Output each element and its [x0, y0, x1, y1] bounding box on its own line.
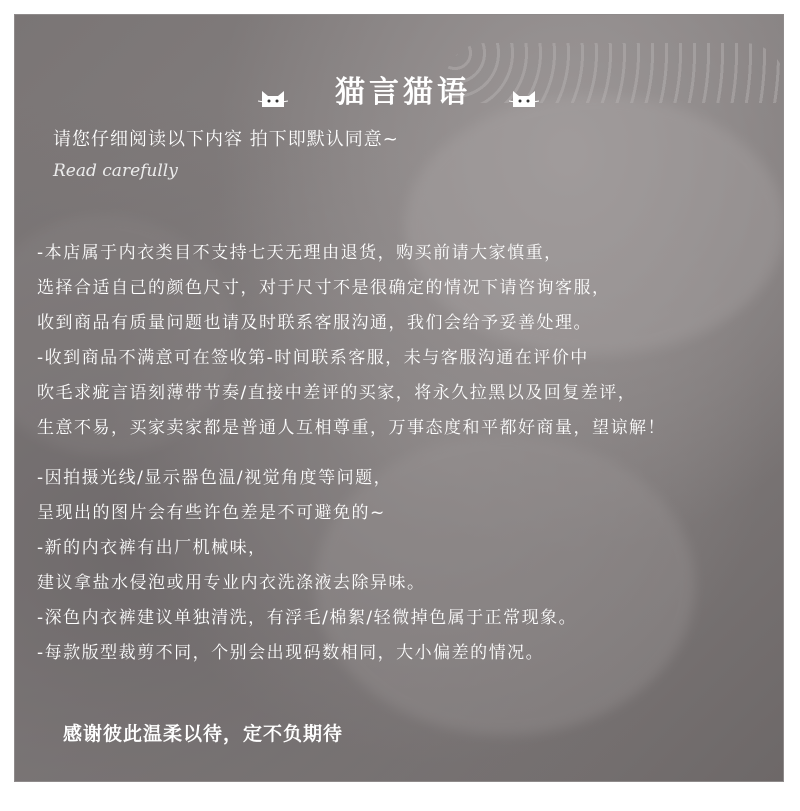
- notice-line: -新的内衣裤有出厂机械味，: [37, 538, 267, 558]
- notice-line: 建议拿盐水侵泡或用专业内衣洗涤液去除异味。: [37, 573, 426, 593]
- notice-card: [14, 14, 784, 782]
- subtitle-english: Read carefully: [53, 161, 178, 181]
- notice-line: 生意不易，买家卖家都是普通人互相尊重，万事态度和平都好商量，望谅解！: [37, 418, 666, 438]
- notice-line: -深色内衣裤建议单独清洗，有浮毛/棉絮/轻微掉色属于正常现象。: [37, 608, 578, 628]
- notice-line: -收到商品不满意可在签收第-时间联系客服，未与客服沟通在评价中: [37, 348, 589, 368]
- footer-message: 感谢彼此温柔以待，定不负期待: [63, 723, 344, 745]
- notice-line: -每款版型裁剪不同，个别会出现码数相同，大小偏差的情况。: [37, 643, 545, 663]
- notice-line: 选择合适自己的颜色尺寸，对于尺寸不是很确定的情况下请咨询客服，: [37, 278, 611, 298]
- cat-face-icon: [258, 85, 288, 109]
- notice-line: 呈现出的图片会有些许色差是不可避免的~: [37, 503, 386, 523]
- cat-face-icon: [509, 85, 539, 109]
- notice-line: 吹毛求疵言语刻薄带节奏/直接中差评的买家，将永久拉黑以及回复差评，: [37, 383, 637, 403]
- notice-line: -因拍摄光线/显示器色温/视觉角度等问题，: [37, 468, 393, 488]
- notice-line: 收到商品有质量问题也请及时联系客服沟通，我们会给予妥善处理。: [37, 313, 592, 333]
- subtitle: 请您仔细阅读以下内容 拍下即默认同意~: [53, 129, 399, 150]
- lace-decoration: [445, 43, 784, 103]
- page-title: 猫言猫语: [335, 75, 471, 110]
- notice-line: -本店属于内衣类目不支持七天无理由退货，购买前请大家慎重，: [37, 243, 563, 263]
